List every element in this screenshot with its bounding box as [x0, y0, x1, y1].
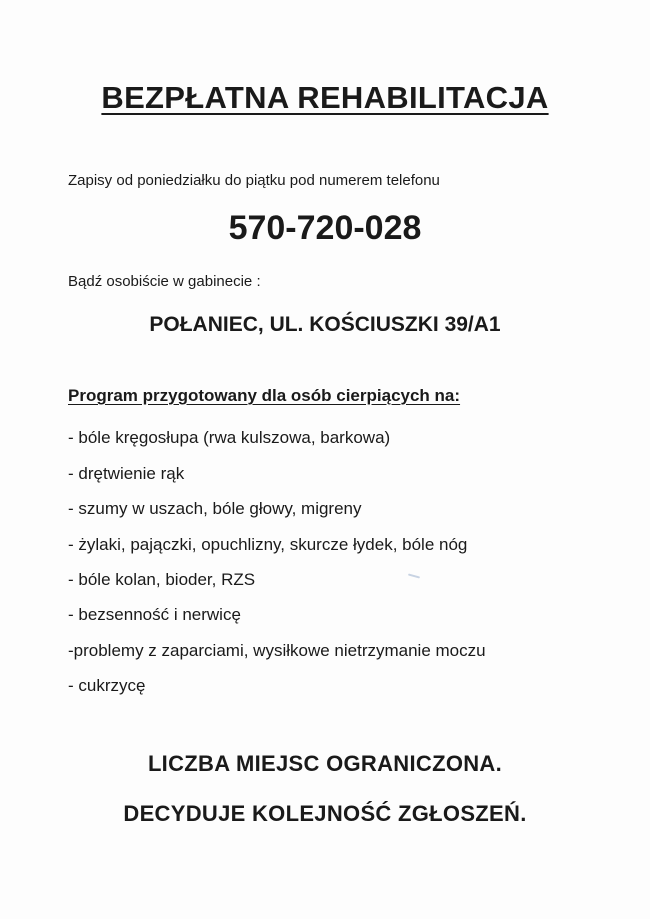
clinic-address: POŁANIEC, UL. KOŚCIUSZKI 39/A1 [149, 313, 501, 336]
registration-info: Zapisy od poniedziałku do piątku pod numerem telefonu [68, 172, 440, 189]
visit-label: Bądź osobiście w gabinecie : [68, 273, 261, 290]
scan-speck [408, 573, 420, 578]
condition-item: -problemy z zaparciami, wysiłkowe nietrzymanie moczu [68, 641, 486, 660]
document-title [0, 80, 650, 116]
condition-item: - szumy w uszach, bóle głowy, migreny [68, 499, 362, 518]
condition-item: - drętwienie rąk [68, 464, 185, 483]
condition-item: - bezsenność i nerwicę [68, 605, 241, 624]
condition-item: - bóle kręgosłupa (rwa kulszowa, barkowa) [68, 428, 391, 447]
program-heading: Program przygotowany dla osób cierpiących na: [68, 386, 461, 405]
document-title-text: BEZPŁATNA REHABILITACJA [101, 80, 549, 115]
condition-item: - bóle kolan, bioder, RZS [68, 570, 256, 589]
phone-number: 570-720-028 [228, 209, 422, 247]
condition-item: - cukrzycę [68, 676, 146, 695]
condition-item: - żylaki, pajączki, opuchlizny, skurcze łydek, bóle nóg [68, 535, 468, 554]
limited-places-notice: LICZBA MIEJSC OGRANICZONA. [147, 751, 503, 776]
order-notice: DECYDUJE KOLEJNOŚĆ ZGŁOSZEŃ. [123, 801, 527, 826]
